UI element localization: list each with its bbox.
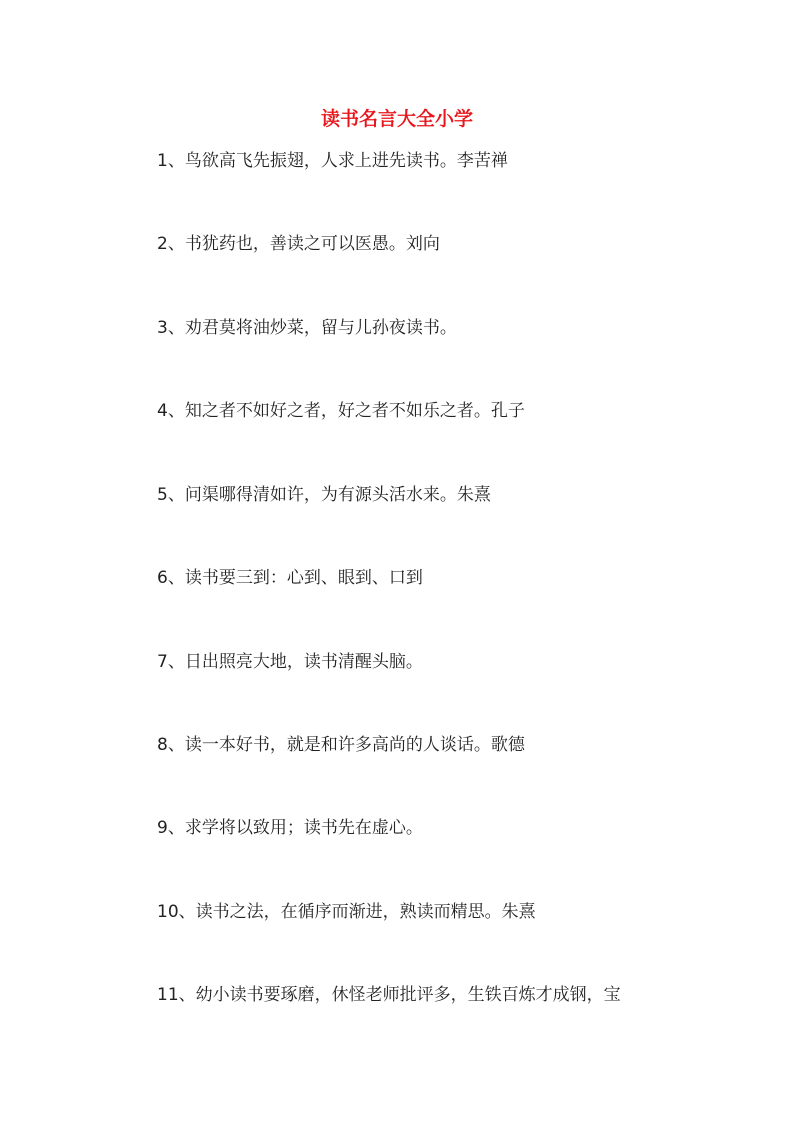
quote-item: 7、日出照亮大地，读书清醒头脑。 — [157, 652, 423, 672]
quote-item: 11、幼小读书要琢磨，休怪老师批评多，生铁百炼才成钢，宝 — [157, 985, 621, 1005]
quote-item: 6、读书要三到：心到、眼到、口到 — [157, 568, 423, 588]
quote-item: 5、问渠哪得清如许，为有源头活水来。朱熹 — [157, 485, 491, 505]
document-title: 读书名言大全小学 — [320, 108, 473, 130]
quote-item: 8、读一本好书，就是和许多高尚的人谈话。歌德 — [157, 735, 525, 755]
quote-item: 2、书犹药也，善读之可以医愚。刘向 — [157, 234, 440, 254]
quote-item: 9、求学将以致用；读书先在虚心。 — [157, 818, 423, 838]
quote-item: 3、劝君莫将油炒菜，留与儿孙夜读书。 — [157, 318, 457, 338]
quote-item: 1、鸟欲高飞先振翅，人求上进先读书。李苦禅 — [157, 151, 508, 171]
quote-item: 10、读书之法，在循序而渐进，熟读而精思。朱熹 — [157, 902, 536, 922]
quote-item: 4、知之者不如好之者，好之者不如乐之者。孔子 — [157, 401, 525, 421]
